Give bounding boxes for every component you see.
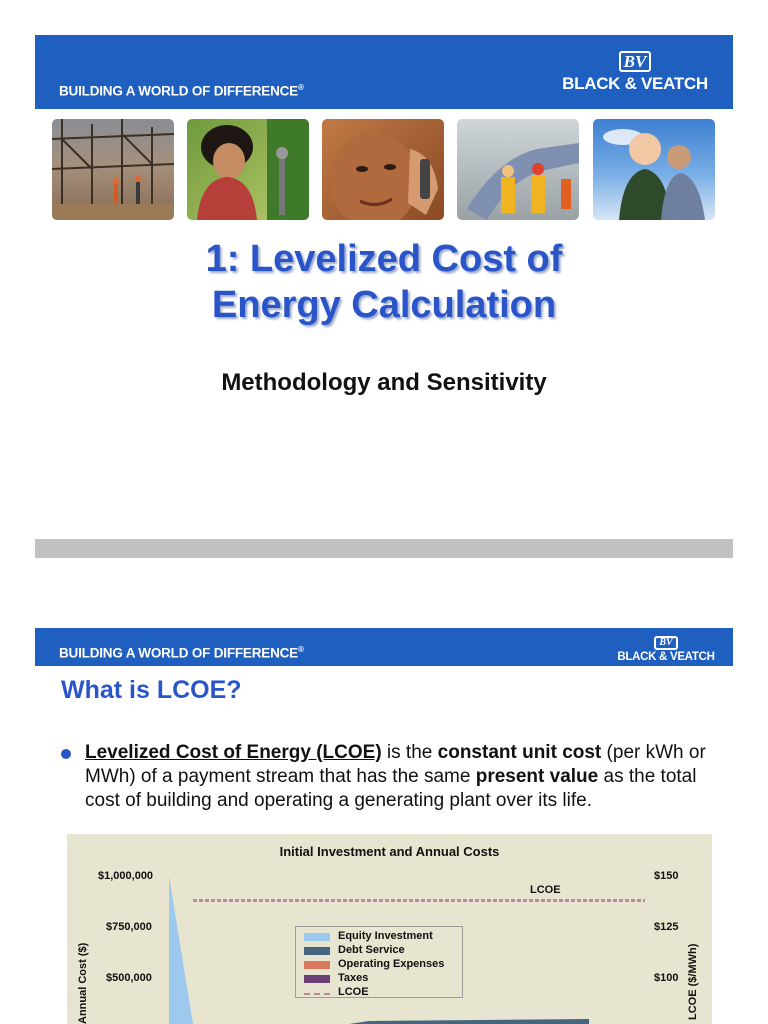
y2-tick-label: $100 — [654, 972, 679, 984]
y-tick-label: $500,000 — [106, 972, 152, 984]
y2-tick-label: $150 — [654, 870, 679, 882]
black-veatch-logo: BV BLACK & VEATCH — [617, 637, 715, 663]
y2-axis-label: LCOE ($/MWh) — [687, 943, 699, 1020]
smiling-children-photo — [593, 119, 715, 220]
bv-logo-icon: BV — [654, 636, 677, 650]
cost-chart — [67, 834, 712, 1024]
y-axis-label: Annual Cost ($) — [77, 942, 89, 1024]
top-banner — [35, 35, 733, 109]
debt-service-area — [349, 1019, 589, 1024]
chart-title: Initial Investment and Annual Costs — [279, 844, 500, 859]
workers-pipeline-photo — [457, 119, 579, 220]
slide-divider — [35, 539, 733, 558]
slide-heading: What is LCOE? — [61, 676, 242, 704]
chart-legend: Equity Investment Debt Service Operating Expenses Taxes LCOE — [295, 926, 463, 998]
equity-investment-area — [169, 876, 193, 1024]
y-tick-label: $1,000,000 — [98, 870, 154, 882]
lcoe-line-label: LCOE — [530, 884, 561, 896]
girl-at-water-tap-photo — [187, 119, 309, 220]
lcoe-definition: Levelized Cost of Energy (LCOE) is the constant unit cost (per kWh or MWh) of a payment stream that has the same present value as the total cost of building and operating a generating plant over its life. — [85, 742, 706, 811]
top-banner-slide2 — [35, 628, 733, 666]
slide-title: 1: Levelized Cost of Energy Calculation — [205, 238, 563, 326]
tagline: BUILDING A WORLD OF DIFFERENCE® — [59, 645, 304, 661]
slide-subtitle: Methodology and Sensitivity — [221, 369, 547, 396]
tagline: BUILDING A WORLD OF DIFFERENCE® — [59, 83, 304, 99]
woman-on-phone-photo — [322, 119, 444, 220]
bv-logo-icon: BV — [619, 51, 652, 72]
y-tick-label: $750,000 — [106, 921, 152, 933]
bullet-icon — [61, 749, 71, 759]
lcoe-term: Levelized Cost of Energy (LCOE) — [85, 742, 382, 763]
black-veatch-logo: BV BLACK & VEATCH — [562, 52, 708, 93]
construction-site-photo — [52, 119, 174, 220]
y2-tick-label: $125 — [654, 921, 679, 933]
